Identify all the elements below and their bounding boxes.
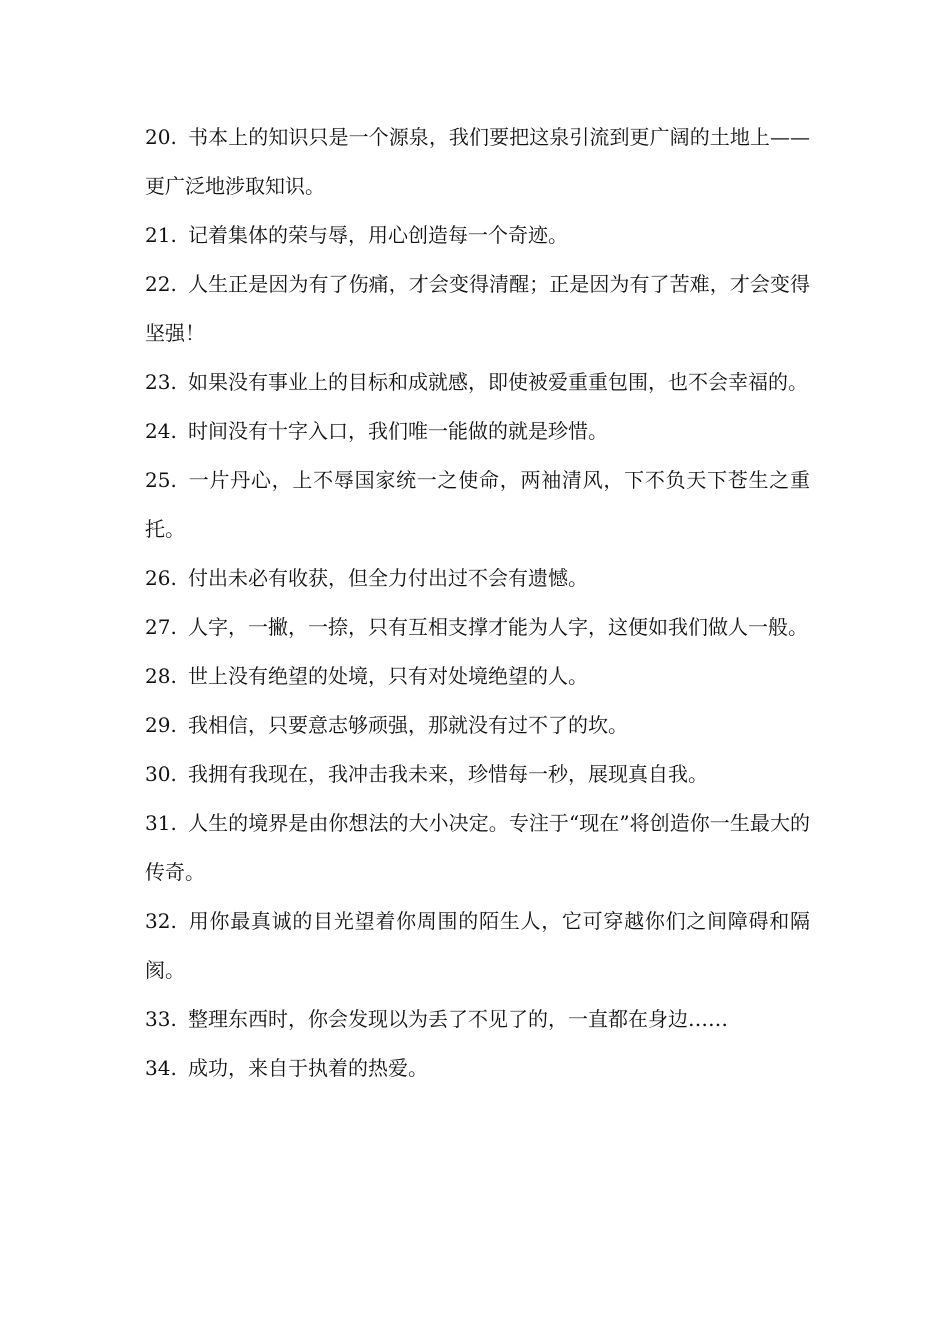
item-text: 人字，一撇，一捺，只有互相支撑才能为人字，这便如我们做人一般。 — [188, 615, 808, 639]
list-item — [145, 358, 810, 407]
item-text: 时间没有十字入口，我们唯一能做的就是珍惜。 — [188, 419, 608, 443]
item-number: 24. — [145, 419, 177, 443]
item-number: 31. — [145, 811, 177, 835]
item-text: 整理东西时，你会发现以为丢了不见了的，一直都在身边…… — [188, 1007, 728, 1031]
item-number: 33. — [145, 1007, 177, 1031]
list-item — [145, 995, 810, 1044]
list-item — [145, 456, 810, 554]
item-text: 人生正是因为有了伤痛，才会变得清醒；正是因为有了苦难，才会变得坚强！ — [145, 272, 810, 345]
item-number: 22. — [145, 272, 177, 296]
list-item — [145, 701, 810, 750]
item-number: 23. — [145, 370, 177, 394]
item-number: 29. — [145, 713, 177, 737]
item-number: 26. — [145, 566, 177, 590]
item-text: 如果没有事业上的目标和成就感，即使被爱重重包围，也不会幸福的。 — [188, 370, 808, 394]
item-number: 34. — [145, 1056, 177, 1080]
item-number: 21. — [145, 223, 177, 247]
list-item — [145, 652, 810, 701]
item-text: 我拥有我现在，我冲击我未来，珍惜每一秒，展现真自我。 — [188, 762, 708, 786]
list-item — [145, 799, 810, 897]
list-item — [145, 113, 810, 211]
item-number: 25. — [145, 468, 177, 492]
item-text: 世上没有绝望的处境，只有对处境绝望的人。 — [188, 664, 588, 688]
item-number: 28. — [145, 664, 177, 688]
item-text: 我相信，只要意志够顽强，那就没有过不了的坎。 — [188, 713, 628, 737]
quote-list — [145, 113, 810, 1093]
item-text: 一片丹心，上不辱国家统一之使命，两袖清风，下不负天下苍生之重托。 — [145, 468, 810, 541]
list-item — [145, 554, 810, 603]
item-text: 记着集体的荣与辱，用心创造每一个奇迹。 — [188, 223, 568, 247]
item-number: 30. — [145, 762, 177, 786]
list-item — [145, 897, 810, 995]
item-number: 32. — [145, 909, 177, 933]
list-item — [145, 750, 810, 799]
item-text: 付出未必有收获，但全力付出过不会有遗憾。 — [188, 566, 588, 590]
list-item — [145, 211, 810, 260]
list-item — [145, 603, 810, 652]
item-text: 成功，来自于执着的热爱。 — [188, 1056, 428, 1080]
list-item — [145, 260, 810, 358]
item-number: 20. — [145, 125, 177, 149]
list-item — [145, 1044, 810, 1093]
item-text: 书本上的知识只是一个源泉，我们要把这泉引流到更广阔的土地上——更广泛地涉取知识。 — [145, 125, 810, 198]
item-text: 人生的境界是由你想法的大小决定。专注于“现在”将创造你一生最大的传奇。 — [145, 811, 810, 884]
item-text: 用你最真诚的目光望着你周围的陌生人，它可穿越你们之间障碍和隔阂。 — [145, 909, 810, 982]
item-number: 27. — [145, 615, 177, 639]
list-item — [145, 407, 810, 456]
